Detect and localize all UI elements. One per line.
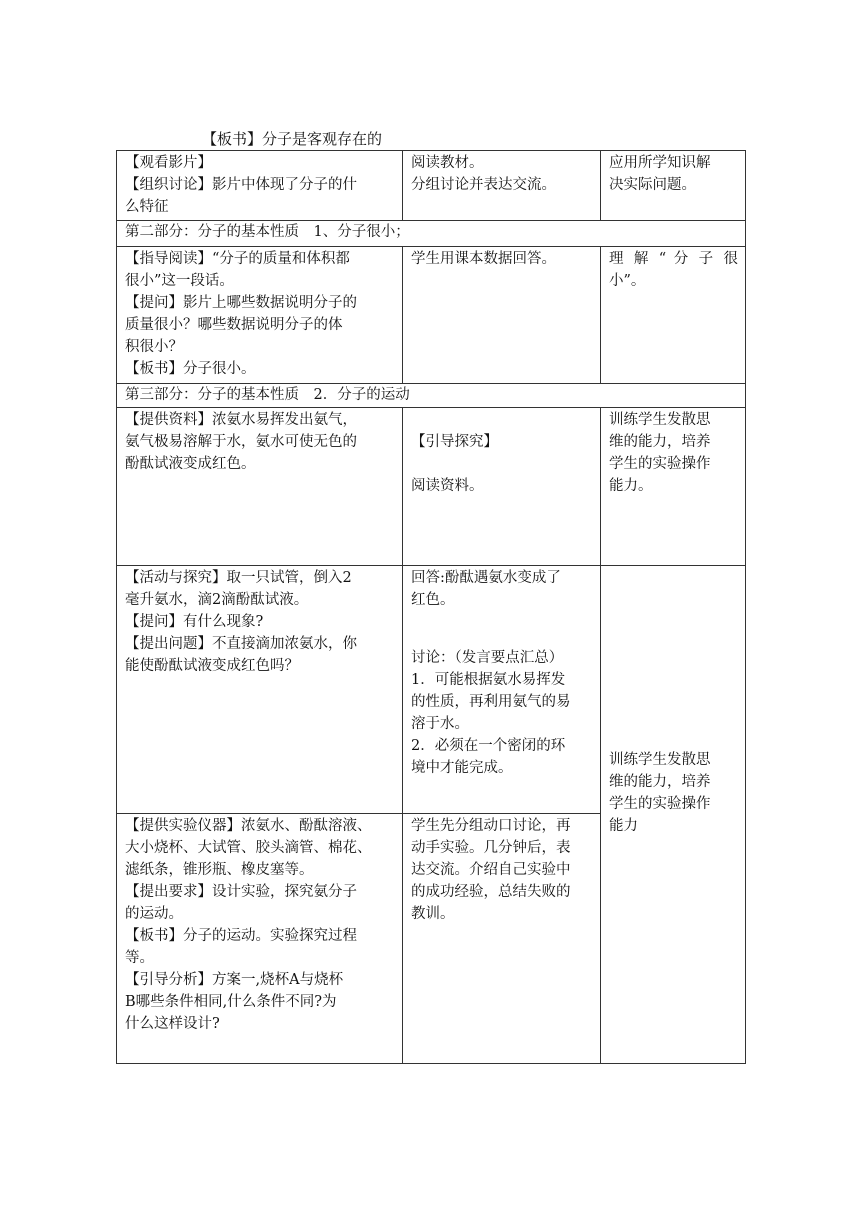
cell-line: B哪些条件相同,什么条件不同?为 — [125, 994, 337, 1010]
section-row — [117, 384, 746, 408]
heading: 【板书】分子是客观存在的 — [202, 130, 383, 148]
intent-cell — [601, 151, 746, 221]
cell-line: 【提问】有什么现象? — [125, 614, 264, 630]
table-row — [117, 408, 746, 566]
cell-line: 1．可能根据氨水易挥发 — [411, 672, 566, 688]
cell-line: 很小”这一段话。 — [125, 273, 234, 289]
table-row — [117, 566, 746, 814]
student-activity-cell — [403, 814, 601, 1064]
cell-line: 酚酞试液变成红色。 — [125, 456, 256, 472]
cell-line: 境中才能完成。 — [411, 760, 513, 776]
cell-line: 【引导分析】方案一,烧杯A与烧杯 — [125, 972, 344, 988]
cell-line: 氨气极易溶解于水，氨水可使无色的 — [125, 434, 357, 450]
student-activity-cell — [403, 566, 601, 814]
student-activity-cell — [403, 151, 601, 221]
cell-line: 【提出问题】不直接滴加浓氨水，你 — [125, 636, 357, 652]
cell-line: 教训。 — [411, 906, 455, 922]
cell-line: 达交流。介绍自己实验中 — [411, 862, 571, 878]
student-activity-cell — [403, 408, 601, 566]
cell-line: 质量很小？哪些数据说明分子的体 — [125, 317, 343, 333]
cell-line: 的成功经验，总结失败的 — [411, 884, 571, 900]
cell-line: 【提供实验仪器】浓氨水、酚酞溶液、 — [125, 818, 372, 834]
cell-line: 回答:酚酞遇氨水变成了 — [411, 570, 561, 586]
cell-line: 学生用课本数据回答。 — [411, 251, 556, 267]
cell-line: 讨论：（发言要点汇总） — [411, 650, 564, 666]
cell-line: 【提问】影片上哪些数据说明分子的 — [125, 295, 357, 311]
cell-line: 积很小？ — [125, 339, 183, 355]
cell-line: 【板书】分子很小。 — [125, 361, 256, 377]
cell-line: 【组织讨论】影片中体现了分子的什 — [125, 177, 357, 193]
cell-line: 训练学生发散思 — [609, 412, 711, 428]
cell-line: 红色。 — [411, 592, 455, 608]
cell-line: 毫升氨水，滴2滴酚酞试液。 — [125, 592, 309, 608]
cell-line: 【提供资料】浓氨水易挥发出氨气， — [125, 412, 357, 428]
section-title: 第二部分：分子的基本性质 1、分子很小； — [117, 221, 746, 247]
section-title: 第三部分：分子的基本性质 2．分子的运动 — [117, 384, 746, 408]
cell-line: 【指导阅读】“分子的质量和体积都 — [125, 251, 350, 267]
intent-cell — [601, 566, 746, 1064]
cell-line: 学生的实验操作 — [609, 456, 711, 472]
cell-line: 的性质，再利用氨气的易 — [411, 694, 571, 710]
cell-line: 【提出要求】设计实验，探究氨分子 — [125, 884, 357, 900]
cell-line: 阅读教材。 — [411, 155, 484, 171]
cell-line: 决实际问题。 — [609, 177, 696, 193]
cell-line: 阅读资料。 — [411, 478, 484, 494]
cell-line: 能力 — [609, 818, 638, 834]
cell-line: 【板书】分子的运动。实验探究过程 — [125, 928, 357, 944]
section-row — [117, 221, 746, 247]
cell-line: 大小烧杯、大试管、胶头滴管、棉花、 — [125, 840, 372, 856]
cell-line: 【引导探究】 — [411, 434, 498, 450]
cell-line: 理 解 “ 分 子 很 — [609, 251, 738, 267]
cell-line: 么特征 — [125, 199, 169, 215]
cell-line: 能使酚酞试液变成红色吗？ — [125, 658, 299, 674]
cell-line: 应用所学知识解 — [609, 155, 711, 171]
student-activity-cell — [403, 247, 601, 384]
cell-line: 【观看影片】 — [125, 155, 212, 171]
cell-line: 学生的实验操作 — [609, 796, 711, 812]
cell-line: 溶于水。 — [411, 716, 469, 732]
cell-line: 滤纸条，锥形瓶、橡皮塞等。 — [125, 862, 314, 878]
cell-line: 2．必须在一个密闭的环 — [411, 738, 566, 754]
cell-line: 动手实验。几分钟后，表 — [411, 840, 571, 856]
table-row — [117, 151, 746, 221]
cell-line: 【活动与探究】取一只试管，倒入2 — [125, 570, 352, 586]
lesson-table — [116, 150, 746, 1064]
intent-cell — [601, 408, 746, 566]
teacher-activity-cell — [117, 566, 403, 814]
cell-line: 的运动。 — [125, 906, 183, 922]
cell-line: 训练学生发散思 — [609, 752, 711, 768]
cell-line: 什么这样设计? — [125, 1016, 220, 1032]
intent-cell — [601, 247, 746, 384]
teacher-activity-cell — [117, 408, 403, 566]
cell-line: 维的能力，培养 — [609, 434, 711, 450]
cell-line: 学生先分组动口讨论，再 — [411, 818, 571, 834]
cell-line: 等。 — [125, 950, 154, 966]
teacher-activity-cell — [117, 151, 403, 221]
cell-line: 能力。 — [609, 478, 653, 494]
cell-line: 分组讨论并表达交流。 — [411, 177, 556, 193]
teacher-activity-cell — [117, 247, 403, 384]
teacher-activity-cell — [117, 814, 403, 1064]
table-row — [117, 247, 746, 384]
cell-line: 维的能力，培养 — [609, 774, 711, 790]
cell-line: 小”。 — [609, 273, 646, 289]
